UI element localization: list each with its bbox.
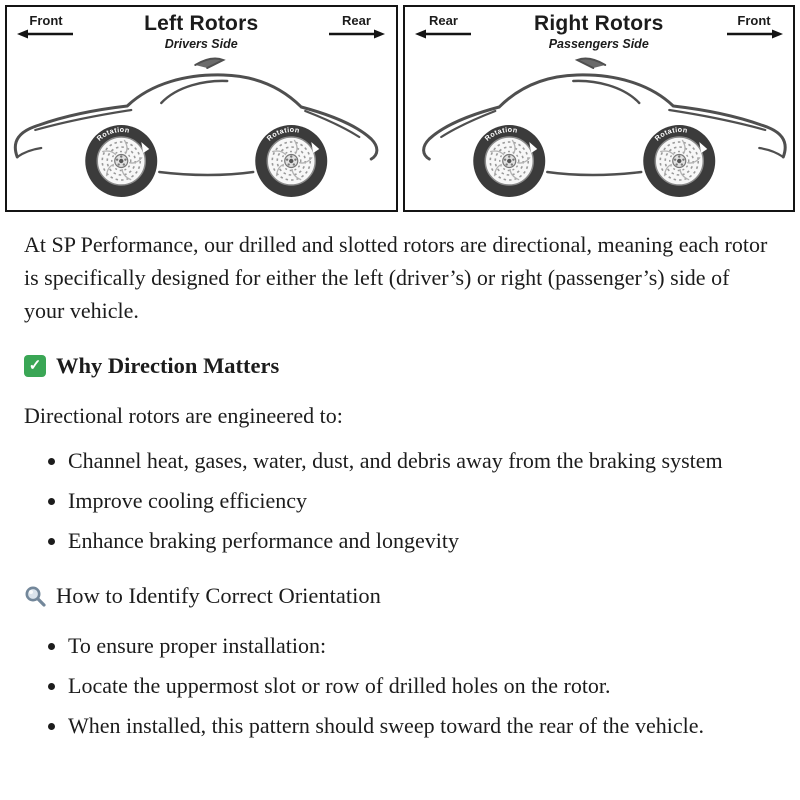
list-item: • Improve cooling efficiency [68,484,772,517]
benefits-list [24,444,772,557]
rear-label: Rear [342,13,371,28]
arrow-right-icon [725,29,783,39]
panel-title: Right Rotors [533,12,664,35]
right-car-area [405,53,794,208]
panel-title: Left Rotors [144,12,259,35]
magnifier-icon [24,585,46,607]
left-panel-title-block [144,13,258,51]
right-panel-header [405,7,794,51]
front-direction-left-panel [15,14,77,39]
list-item: • Enhance braking performance and longevity [68,524,772,557]
list-item: • When installed, this pattern should sweep toward the rear of the vehicle. [68,709,772,742]
front-label: Front [29,13,63,28]
list-item: • To ensure proper installation: [68,629,772,662]
arrow-right-icon [327,29,385,39]
section-heading-identify-orientation [24,579,772,613]
left-car-illustration [7,53,396,203]
rear-wheel-rotor-icon [255,125,327,197]
intro-paragraph: At SP Performance, our drilled and slotted rotors are directional, meaning each rotor is specifically designed for either the left (driver’s) or right (passenger’s) side of your vehicle. [24,232,768,323]
rear-wheel-rotor-icon [643,125,715,197]
list-item: • Locate the uppermost slot or row of drilled holes on the rotor. [68,669,772,702]
orientation-list [24,629,772,742]
left-car-area [7,53,396,208]
right-car-illustration [405,53,794,203]
green-checkmark-icon: ✓ [24,355,46,377]
arrow-left-icon [415,29,473,39]
list-item: • Channel heat, gases, water, dust, and debris away from the braking system [68,444,772,477]
rear-label: Rear [429,13,458,28]
right-rotors-panel [403,5,796,212]
arrow-left-icon [17,29,75,39]
front-wheel-rotor-icon [473,125,545,197]
rear-direction-left-panel [325,14,387,39]
section-heading-why-direction-matters [24,349,772,383]
front-wheel-rotor-icon [85,125,157,197]
front-label: Front [737,13,771,28]
heading-text: Why Direction Matters [56,353,280,378]
rotor-direction-diagram [0,0,800,212]
heading-text: How to Identify Correct Orientation [56,582,381,608]
left-panel-header [7,7,396,51]
rear-direction-right-panel [413,14,475,39]
right-panel-title-block [534,13,664,51]
left-rotors-panel [5,5,398,212]
panel-subtitle: Drivers Side [164,37,238,52]
panel-subtitle: Passengers Side [548,37,649,52]
lead-paragraph: Directional rotors are engineered to: [24,402,343,428]
article-body [0,212,800,742]
front-direction-right-panel [723,14,785,39]
